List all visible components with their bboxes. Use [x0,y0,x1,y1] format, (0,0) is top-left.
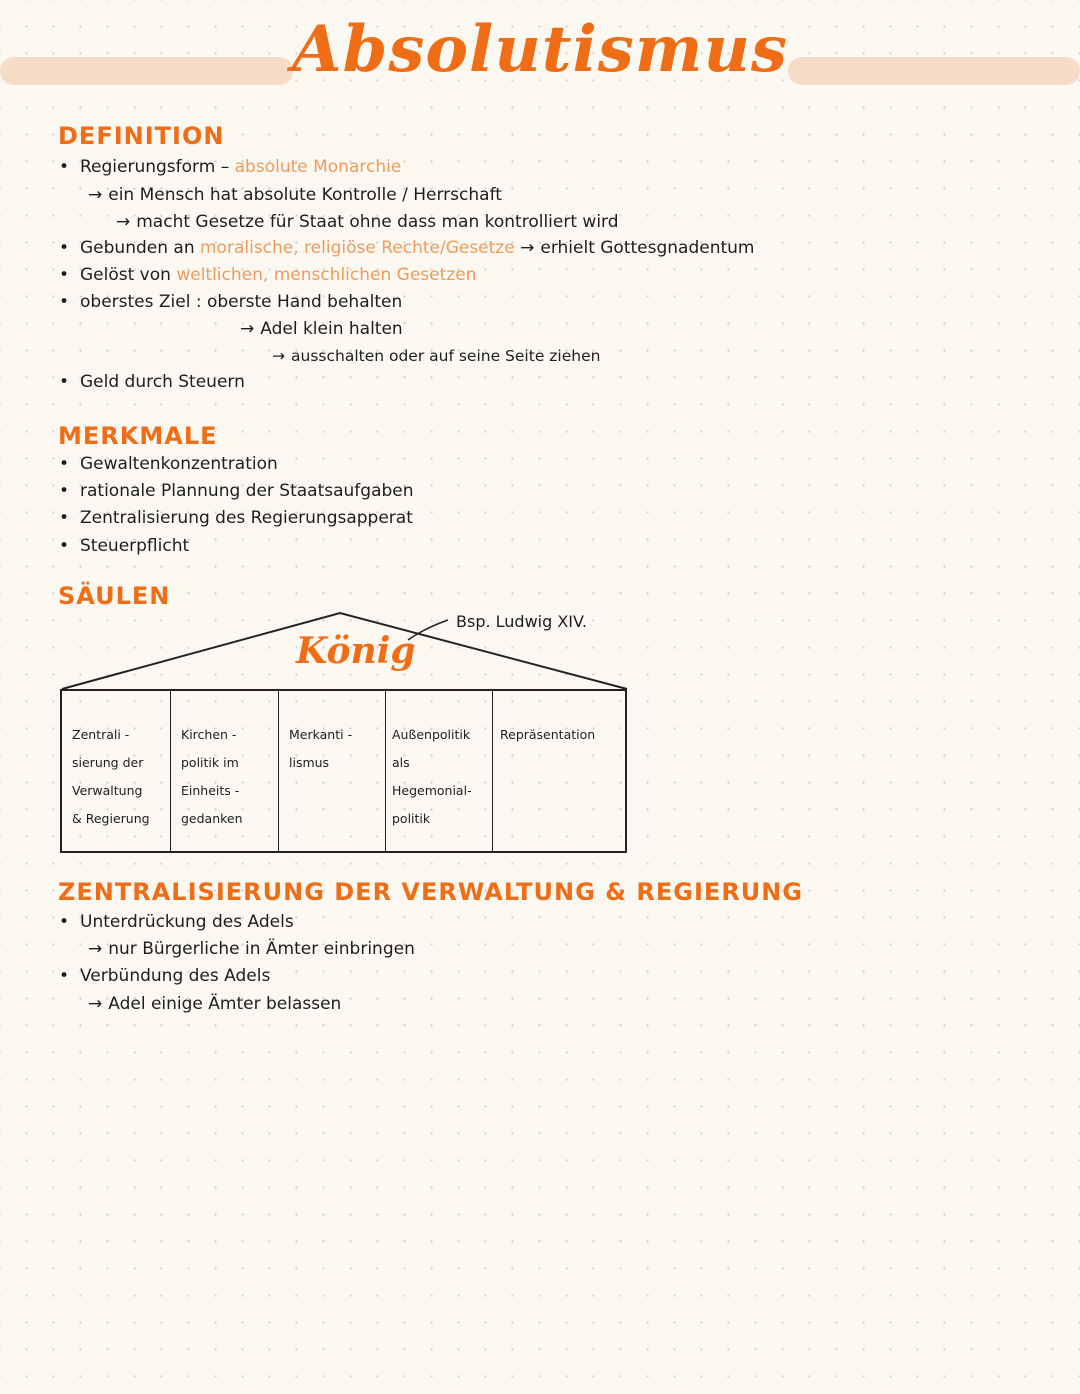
arrow-icon: → [88,994,103,1014]
merkmale-item: • Zentralisierung des Regierungsapperat [80,507,413,529]
merkmale-item: • rationale Plannung der Staatsaufgaben [80,480,414,502]
merkmale-heading: MERKMALE [58,422,218,450]
page-title: Absolutismus [291,12,789,87]
roof-label-koenig: König [296,630,416,672]
definition-line-4-result: erhielt Gottesgnadentum [540,238,755,258]
pillar-3: Merkanti - lismus [279,691,386,851]
saeulen-heading: SÄULEN [58,582,171,610]
zentral-line-2 [88,938,415,960]
arrow-icon: → [88,939,103,959]
arrow-icon: → [272,347,285,365]
arrow-icon: → [116,212,131,232]
zentral-line-4-text: Adel einige Ämter belassen [108,994,342,1014]
definition-line-8-text: ausschalten oder auf seine Seite ziehen [291,347,601,365]
merkmale-item: • Steuerpflicht [80,535,189,557]
definition-line-1-highlight: absolute Monarchie [234,157,402,177]
zentral-line-1: • Unterdrückung des Adels [80,911,294,933]
definition-line-5-highlight: weltlichen, menschlichen Gesetzen [176,265,477,285]
pillars-table [60,689,627,853]
definition-heading: DEFINITION [58,122,225,150]
definition-line-2-text: ein Mensch hat absolute Kontrolle / Herrschaft [108,185,502,205]
zentral-heading: ZENTRALISIERUNG DER VERWALTUNG & REGIERUNG [58,878,804,906]
zentral-line-4 [88,993,341,1015]
definition-line-4-text: Gebunden an [80,238,195,258]
definition-line-3-text: macht Gesetze für Staat ohne dass man kontrolliert wird [136,212,619,232]
zentral-line-2-text: nur Bürgerliche in Ämter einbringen [108,939,415,959]
pillar-5: Repräsentation [500,727,596,742]
definition-line-5-text: Gelöst von [80,265,171,285]
merkmale-item: • Gewaltenkonzentration [80,453,278,475]
arrow-icon: → [520,238,535,258]
definition-line-7-text: Adel klein halten [260,319,403,339]
definition-line-1-text: Regierungsform – [80,157,230,177]
definition-line-6: • oberstes Ziel : oberste Hand behalten [80,291,402,313]
example-label: Bsp. Ludwig XIV. [456,612,587,631]
zentral-line-3: • Verbündung des Adels [80,965,270,987]
definition-line-9: • Geld durch Steuern [80,371,245,393]
arrow-icon: → [88,185,103,205]
arrow-icon: → [240,319,255,339]
definition-line-4-highlight: moralische, religiöse Rechte/Gesetze [200,238,515,258]
pillar-1: Zentrali - sierung der Verwaltung & Regierung [62,691,171,851]
pillar-4: Außenpolitik als Hegemonial- politik [386,691,493,851]
pillar-2: Kirchen - politik im Einheits - gedanken [171,691,279,851]
